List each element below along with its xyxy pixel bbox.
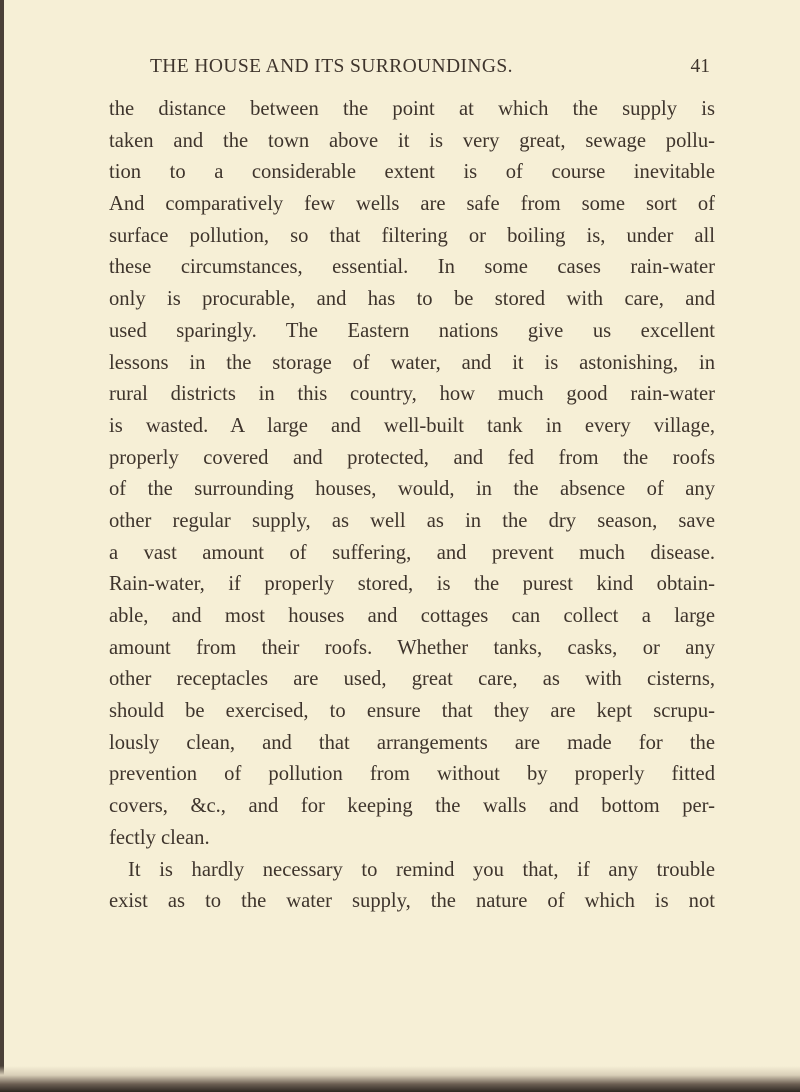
text-line: able, and most houses and cottages can collect a large: [109, 605, 715, 627]
text-line-paragraph-start: It is hardly necessary to remind you that, if any trouble: [128, 858, 715, 881]
body-text: [109, 94, 715, 918]
text-line: only is procurable, and has to be stored with care, and: [109, 288, 715, 311]
page-bottom-shadow: [0, 1066, 800, 1092]
text-line: is wasted. A large and well-built tank in every village,: [109, 414, 715, 437]
text-line: tion to a considerable extent is of course inevitable: [109, 161, 715, 184]
text-line: surface pollution, so that filtering or boiling is, under all: [109, 224, 715, 247]
page-number: 41: [690, 56, 710, 77]
text-line: lously clean, and that arrangements are made for the: [109, 731, 715, 754]
page-binding-edge: [0, 0, 4, 1092]
running-head: [150, 56, 710, 84]
text-line: these circumstances, essential. In some cases rain-water: [109, 256, 715, 279]
text-line: lessons in the storage of water, and it is astonishing, in: [109, 351, 715, 374]
running-head-title: THE HOUSE AND ITS SURROUNDINGS.: [150, 56, 513, 77]
text-line: rural districts in this country, how much good rain-water: [109, 383, 715, 406]
text-line: And comparatively few wells are safe from some sort of: [109, 193, 715, 216]
text-line: should be exercised, to ensure that they are kept scrupu-: [109, 700, 715, 723]
text-line: other regular supply, as well as in the dry season, save: [109, 509, 715, 532]
text-line: used sparingly. The Eastern nations give us excellent: [109, 319, 715, 342]
text-line: prevention of pollution from without by properly fitted: [109, 763, 715, 786]
text-line: covers, &c., and for keeping the walls and bottom per-: [109, 795, 715, 818]
text-line: other receptacles are used, great care, as with cisterns,: [109, 668, 715, 691]
text-line: fectly clean.: [109, 826, 210, 849]
text-line: a vast amount of suffering, and prevent much disease.: [109, 541, 715, 564]
text-line: exist as to the water supply, the nature of which is not: [109, 890, 715, 913]
text-line: taken and the town above it is very great, sewage pollu-: [109, 129, 715, 152]
text-line: Rain-water, if properly stored, is the purest kind obtain-: [109, 573, 715, 596]
text-line: amount from their roofs. Whether tanks, casks, or any: [109, 636, 715, 659]
text-line: properly covered and protected, and fed from the roofs: [109, 446, 715, 469]
text-line: of the surrounding houses, would, in the absence of any: [109, 478, 715, 501]
text-line: the distance between the point at which the supply is: [109, 98, 715, 120]
